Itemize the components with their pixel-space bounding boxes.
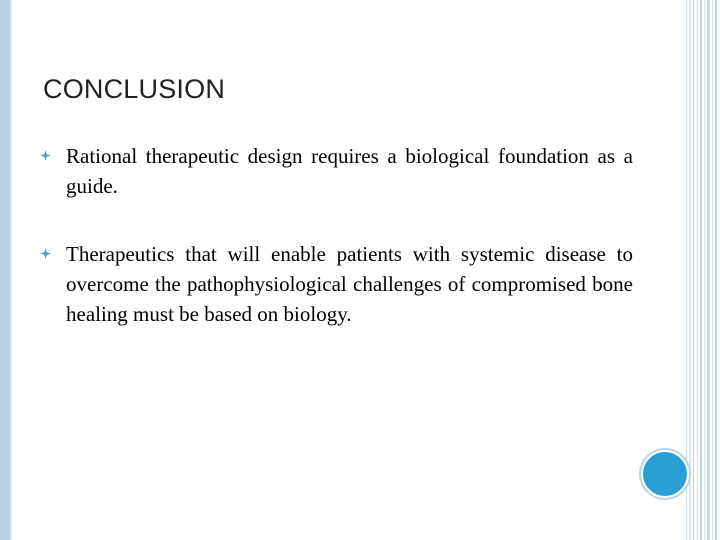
bullet-item [40,141,633,201]
right-rule [712,0,713,540]
right-rule [686,0,687,540]
bullet-text: Rational therapeutic design requires a biological foundation as a guide. [66,144,633,198]
right-rule [700,0,702,540]
bullet-text: Therapeutics that will enable patients with systemic disease to overcome the pathophysiological challenges of compromised bone healing must be based on biology. [66,242,633,326]
right-rule [707,0,710,540]
star-bullet-icon [40,150,51,161]
bullet-item [40,239,633,329]
right-rule [697,0,698,540]
bullet-list [40,141,633,367]
right-rule [693,0,694,540]
right-rule [704,0,705,540]
decorative-circle [641,450,689,498]
left-frame-highlight [10,0,12,540]
slide-title: CONCLUSION [43,74,226,104]
star-bullet-icon [40,248,51,259]
right-rule [689,0,691,540]
right-rule [715,0,717,540]
